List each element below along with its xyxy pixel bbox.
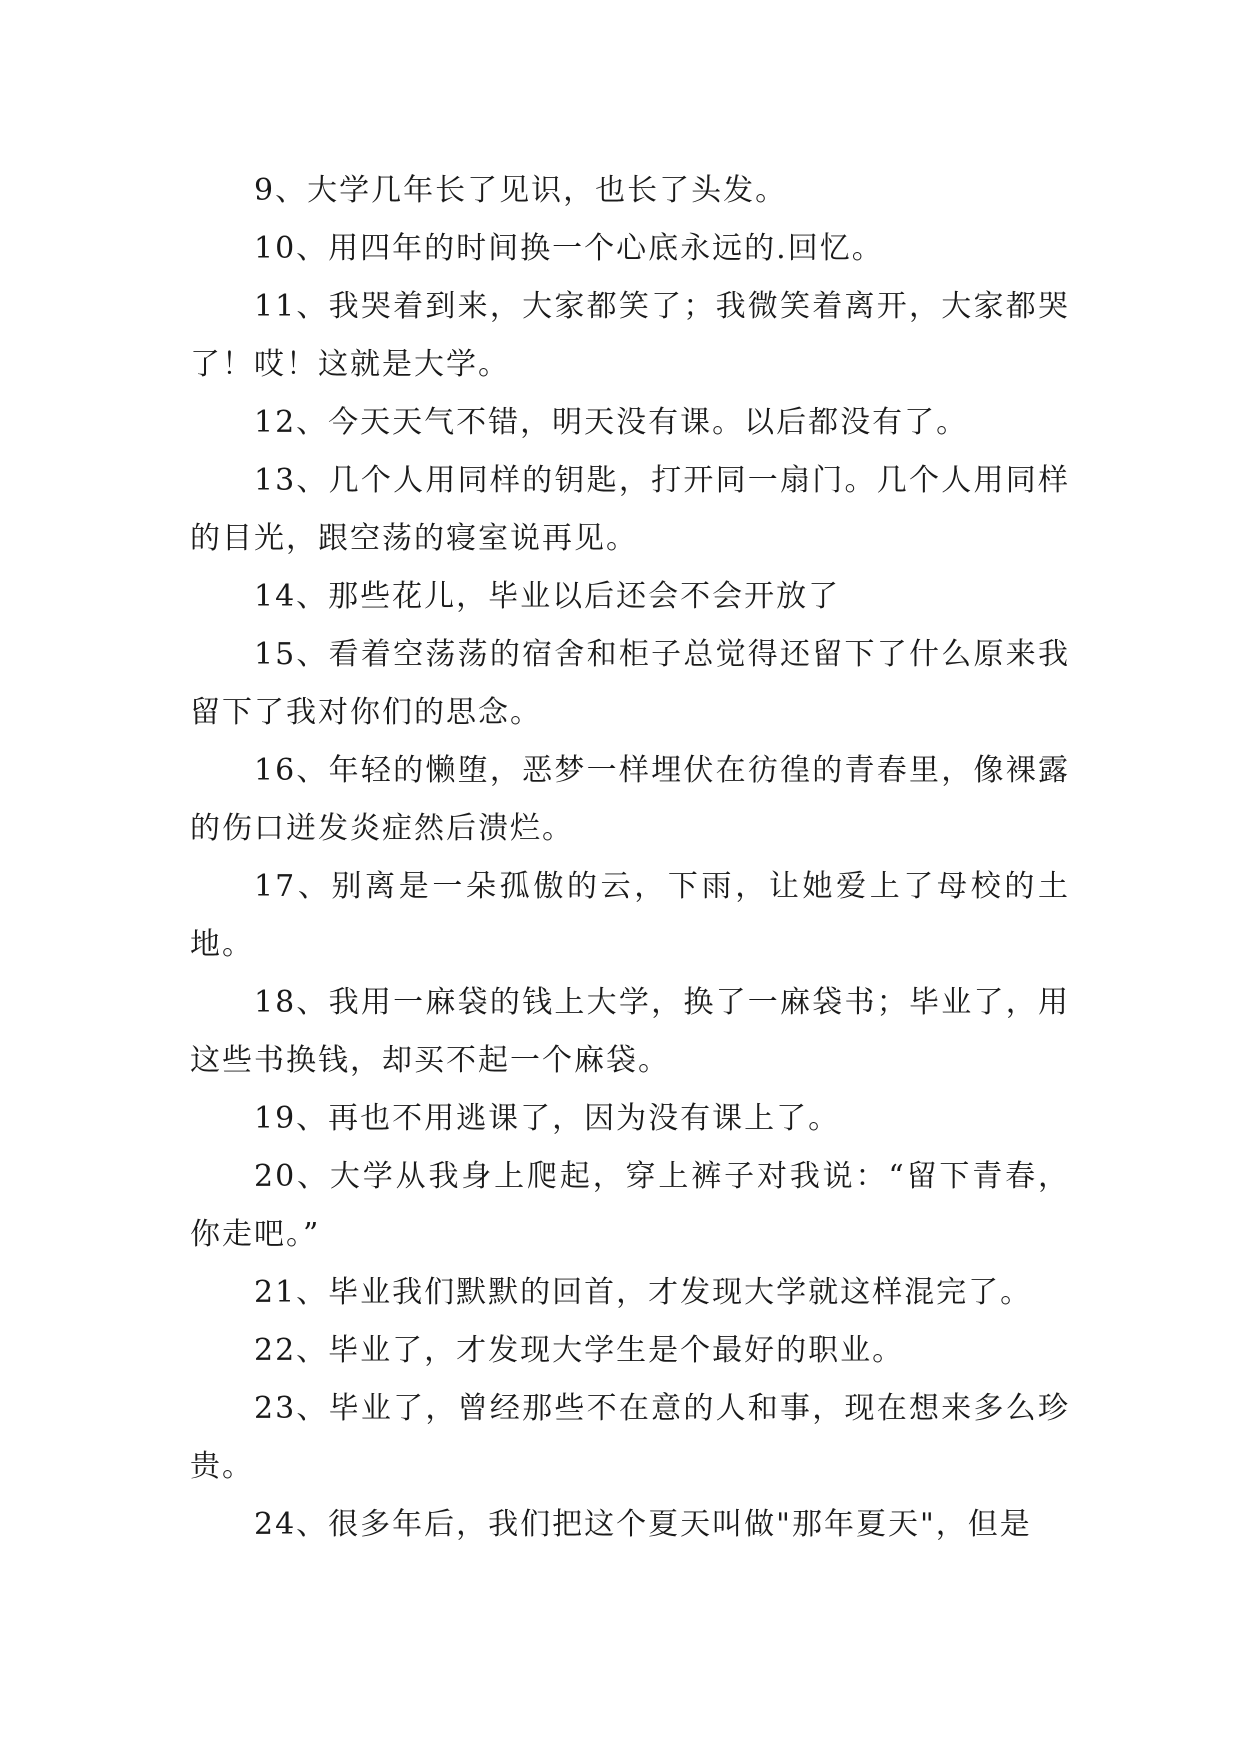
paragraph: 20、大学从我身上爬起，穿上裤子对我说：“留下青春，你走吧。”: [190, 1159, 1070, 1252]
paragraph: 14、那些花儿，毕业以后还会不会开放了: [254, 579, 841, 614]
paragraph: 16、年轻的懒堕，恶梦一样埋伏在彷徨的青春里，像裸露的伤口迸发炎症然后溃烂。: [190, 753, 1070, 846]
paragraph: 9、大学几年长了见识，也长了头发。: [254, 173, 788, 208]
paragraph: 23、毕业了，曾经那些不在意的人和事，现在想来多么珍贵。: [190, 1391, 1070, 1484]
paragraph: 13、几个人用同样的钥匙，打开同一扇门。几个人用同样的目光，跟空荡的寝室说再见。: [190, 463, 1070, 556]
document-page: [190, 162, 1070, 1554]
paragraph: 22、毕业了，才发现大学生是个最好的职业。: [254, 1333, 905, 1368]
paragraph: 18、我用一麻袋的钱上大学，换了一麻袋书；毕业了，用这些书换钱，却买不起一个麻袋。: [190, 985, 1070, 1078]
paragraph: 21、毕业我们默默的回首，才发现大学就这样混完了。: [254, 1275, 1033, 1310]
paragraph: 19、再也不用逃课了，因为没有课上了。: [254, 1101, 841, 1136]
paragraph: 10、用四年的时间换一个心底永远的.回忆。: [254, 231, 884, 266]
paragraph: 12、今天天气不错，明天没有课。以后都没有了。: [254, 405, 969, 440]
paragraph: 24、很多年后，我们把这个夏天叫做"那年夏天"，但是: [254, 1507, 1032, 1542]
paragraph: 11、我哭着到来，大家都笑了；我微笑着离开，大家都哭了！哎！这就是大学。: [190, 289, 1070, 382]
paragraph: 15、看着空荡荡的宿舍和柜子总觉得还留下了什么原来我留下了我对你们的思念。: [190, 637, 1070, 730]
paragraph: 17、别离是一朵孤傲的云，下雨，让她爱上了母校的土地。: [190, 869, 1070, 962]
